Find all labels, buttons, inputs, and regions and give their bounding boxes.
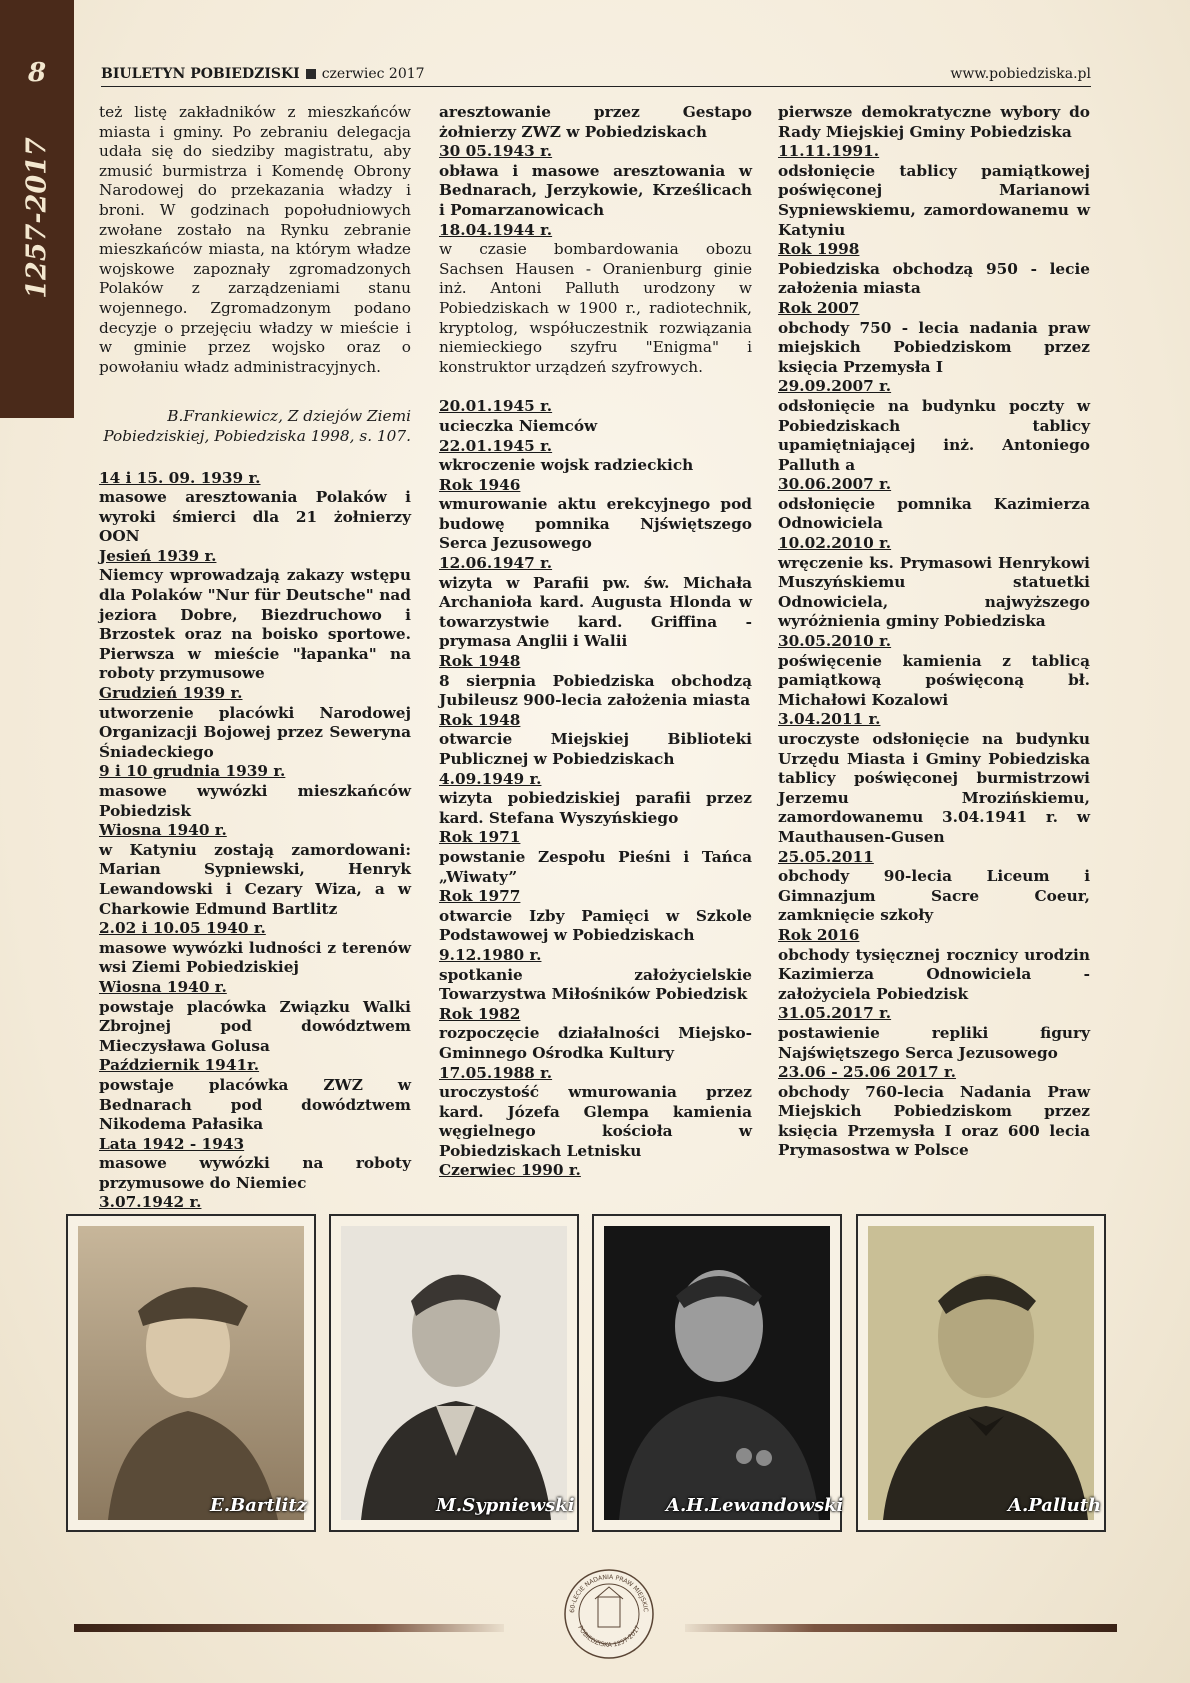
event-date: 14 i 15. 09. 1939 r.: [99, 468, 261, 487]
event-description: odsłonięcie na budynku poczty w Pobiedziskach tablicy upamiętniającej inż. Antoniego Palluth a: [778, 396, 1090, 474]
event-description: obchody 750 - lecia nadania praw miejskich Pobiedziskom przez księcia Przemysła I: [778, 318, 1090, 376]
portrait-image: [78, 1226, 304, 1520]
event-description: masowe wywózki ludności z terenów wsi Ziemi Pobiedziskiej: [99, 938, 411, 977]
event-date: 30.06.2007 r.: [778, 475, 892, 494]
page-number: 8: [27, 58, 47, 88]
event-date: 29.09.2007 r.: [778, 377, 892, 396]
footer-rule: [685, 1624, 1117, 1632]
event-description: uroczyste odsłonięcie na budynku Urzędu Miasta i Gminy Pobiedziska tablicy poświęconej burmistrzowi Jerzemu Mrozińskiemu, zamordowanemu 3.04.1941 r. w Mauthausen-Gusen: [778, 730, 1090, 846]
event-date: 2.02 i 10.05 1940 r.: [99, 919, 266, 938]
event-description: odsłonięcie pomnika Kazimierza Odnowiciela: [778, 494, 1090, 533]
event-date: Rok 2007: [778, 298, 860, 317]
intro-paragraph: też listę zakładników z mieszkańców miasta i gminy. Po zebraniu delegacja udała się do siedziby magistratu, aby zmusić burmistrza i Komendę Obrony Narodowej do przekazania władzy i broni. W godzinach popołudniowych zwołane zostało na Rynku zebranie mieszkańców miasta, na którym władze wojskowe zapoznały zgromadzonych Polaków z zarządzeniami stanu wojennego. Zgromadzonym podano decyzje o przejęciu władzy w mieście i w gminie przez wojsko oraz o powołaniu władz administracyjnych.: [99, 103, 411, 376]
event-date: 3.07.1942 r.: [99, 1193, 202, 1212]
event-date: 9.12.1980 r.: [439, 945, 542, 964]
publication-title: BIULETYN POBIEDZISKI: [101, 66, 300, 82]
photo-caption: A.H.Lewandowski: [666, 1495, 844, 1516]
event-date: Lata 1942 - 1943: [99, 1134, 245, 1153]
event-date: Czerwiec 1990 r.: [439, 1161, 581, 1180]
event-description: obchody tysięcznej rocznicy urodzin Kazimierza Odnowiciela - założyciela Pobiedzisk: [778, 945, 1090, 1003]
event-description: w Katyniu zostają zamordowani: Marian Sypniewski, Henryk Lewandowski i Cezary Wiza, a w Charkowie Edmund Bartlitz: [99, 840, 411, 918]
photo-frame: [66, 1214, 316, 1532]
event-date: 3.04.2011 r.: [778, 710, 881, 729]
event-description: otwarcie Izby Pamięci w Szkole Podstawowej w Pobiedziskach: [439, 906, 752, 945]
issue-date: czerwiec 2017: [321, 66, 425, 82]
event-description: masowe wywózki mieszkańców Pobiedzisk: [99, 782, 411, 820]
seal-ring-text: 60-LECIE NADANIA PRAW MIEJSKIC: [568, 1573, 649, 1614]
event-date: Rok 1998: [778, 240, 860, 259]
timeline-list: [778, 103, 1090, 1161]
event-date: Rok 1971: [439, 828, 521, 847]
photo-frame: [329, 1214, 579, 1532]
timeline-list: [99, 469, 411, 1214]
event-date: Jesień 1939 r.: [99, 546, 217, 565]
event-date: Październik 1941r.: [99, 1056, 260, 1075]
portrait-image: [341, 1226, 567, 1520]
event-description: odsłonięcie tablicy pamiątkowej poświęconej Marianowi Sypniewskiemu, zamordowanemu w Katyniu: [778, 161, 1090, 239]
website-link[interactable]: www.pobiedziska.pl: [950, 66, 1091, 82]
event-date: 30 05.1943 r.: [439, 142, 553, 161]
photo-frame: [592, 1214, 842, 1532]
event-description: uroczystość wmurowania przez kard. Józefa Glempa kamienia węgielnego kościoła w Pobiedziskach Letnisku: [439, 1083, 752, 1160]
timeline-list: [439, 397, 752, 1181]
photo-frame: [856, 1214, 1106, 1532]
event-description: aresztowanie przez Gestapo żołnierzy ZWZ w Pobiedziskach: [439, 103, 752, 141]
event-date: Rok 1946: [439, 475, 521, 494]
palluth-paragraph: w czasie bombardowania obozu Sachsen Hausen - Oranienburg ginie inż. Antoni Palluth urodzony w Pobiedziskach w 1900 r., radiotechnik, kryptolog, współuczestnik rozwiązania niemieckiego szyfru "Enigma" i konstruktor urządzeń szyfrowych.: [439, 240, 752, 376]
event-description: pierwsze demokratyczne wybory do Rady Miejskiej Gminy Pobiedziska: [778, 103, 1090, 141]
event-description: powstanie Zespołu Pieśni i Tańca „Wiwaty”: [439, 847, 752, 886]
event-date: Grudzień 1939 r.: [99, 684, 243, 703]
event-date: Rok 1948: [439, 652, 521, 671]
event-date: 11.11.1991.: [778, 142, 880, 161]
event-description: wizyta w Parafii pw. św. Michała Archanioła kard. Augusta Hlonda w towarzystwie kard. Griffina - prymasa Anglii i Walii: [439, 573, 752, 651]
footer-rule: [74, 1624, 504, 1632]
anniversary-seal: [562, 1567, 656, 1661]
event-description: otwarcie Miejskiej Biblioteki Publicznej w Pobiedziskach: [439, 730, 752, 768]
event-description: utworzenie placówki Narodowej Organizacji Bojowej przez Seweryna Śniadeckiego: [99, 703, 411, 761]
event-description: obchody 760-lecia Nadania Praw Miejskich Pobiedziskom przez księcia Przemysła I oraz 600 lecia Prymasostwa w Polsce: [778, 1082, 1090, 1160]
timeline-list: [439, 103, 752, 240]
event-description: poświęcenie kamienia z tablicą pamiątkową poświęconą bł. Michałowi Kozalowi: [778, 651, 1090, 709]
event-date: 10.02.2010 r.: [778, 534, 892, 553]
event-date: 4.09.1949 r.: [439, 769, 542, 788]
event-date: Wiosna 1940 r.: [99, 821, 227, 840]
event-date: 23.06 - 25.06 2017 r.: [778, 1063, 957, 1082]
event-description: spotkanie założycielskie Towarzystwa Miłośników Pobiedzisk: [439, 965, 752, 1004]
event-date: Wiosna 1940 r.: [99, 977, 227, 996]
page-header: [101, 66, 1091, 87]
event-description: powstaje placówka ZWZ w Bednarach pod dowództwem Nikodema Pałasika: [99, 1075, 411, 1134]
event-date: Rok 1982: [439, 1004, 521, 1023]
portrait-image: [604, 1226, 830, 1520]
event-description: obława i masowe aresztowania w Bednarach, Jerzykowie, Krześlicach i Pomarzanowicach: [439, 161, 752, 219]
event-description: wizyta pobiedziskiej parafii przez kard. Stefana Wyszyńskiego: [439, 789, 752, 827]
column-2: [439, 103, 752, 1181]
event-description: masowe aresztowania Polaków i wyroki śmierci dla 21 żołnierzy OON: [99, 488, 411, 546]
photo-caption: A.Palluth: [1008, 1495, 1102, 1516]
event-date: 12.06.1947 r.: [439, 554, 553, 573]
seal-bottom-text: POBIEDZISKA 1257-2017: [576, 1624, 642, 1649]
photo-gallery: [66, 1214, 1126, 1534]
event-description: rozpoczęcie działalności Miejsko-Gminnego Ośrodka Kultury: [439, 1024, 752, 1062]
column-3: [778, 103, 1090, 1161]
photo-caption: M.Sypniewski: [436, 1495, 575, 1516]
year-range: 1257-2017: [21, 137, 53, 299]
event-description: powstaje placówka Związku Walki Zbrojnej pod dowództwem Mieczysława Golusa: [99, 997, 411, 1055]
event-date: Rok 2016: [778, 925, 860, 944]
event-date: 20.01.1945 r.: [439, 397, 553, 416]
event-description: postawienie repliki figury Najświętszego Serca Jezusowego: [778, 1023, 1090, 1062]
event-description: wkroczenie wojsk radzieckich: [439, 456, 694, 475]
event-date: Rok 1948: [439, 710, 521, 729]
event-description: Niemcy wprowadzają zakazy wstępu dla Polaków "Nur für Deutsche" nad jeziora Dobre, Biezdruchowo i Brzostek oraz na boisko sportowe. Pierwsza w mieście "łapanka" na roboty przymusowe: [99, 566, 411, 683]
event-date: 17.05.1988 r.: [439, 1063, 553, 1082]
event-date: 9 i 10 grudnia 1939 r.: [99, 762, 286, 781]
event-date: 18.04.1944 r.: [439, 220, 553, 239]
event-date: 31.05.2017 r.: [778, 1004, 892, 1023]
photo-caption: E.Bartlitz: [210, 1495, 307, 1516]
event-date: 30.05.2010 r.: [778, 632, 892, 651]
square-icon: [306, 69, 316, 79]
event-description: obchody 90-lecia Liceum i Gimnazjum Sacre Coeur, zamknięcie szkoły: [778, 867, 1090, 925]
event-description: Pobiedziska obchodzą 950 - lecie założenia miasta: [778, 259, 1090, 298]
event-description: wręczenie ks. Prymasowi Henrykowi Muszyńskiemu statuetki Odnowiciela, najwyższego wyróżnienia gminy Pobiedziska: [778, 553, 1090, 631]
portrait-image: [868, 1226, 1094, 1520]
column-1: [99, 103, 411, 1213]
event-description: ucieczka Niemców: [439, 416, 598, 435]
event-description: 8 sierpnia Pobiedziska obchodzą Jubileusz 900-lecia założenia miasta: [439, 671, 752, 710]
event-date: 22.01.1945 r.: [439, 436, 553, 455]
citation: B.Frankiewicz, Z dziejów Ziemi Pobiedziskiej, Pobiedziska 1998, s. 107.: [103, 407, 411, 445]
event-date: Rok 1977: [439, 887, 521, 906]
event-description: wmurowanie aktu erekcyjnego pod budowę pomnika Njświętszego Serca Jezusowego: [439, 495, 752, 553]
event-date: 25.05.2011: [778, 847, 874, 866]
event-description: masowe wywózki na roboty przymusowe do Niemiec: [99, 1154, 411, 1192]
